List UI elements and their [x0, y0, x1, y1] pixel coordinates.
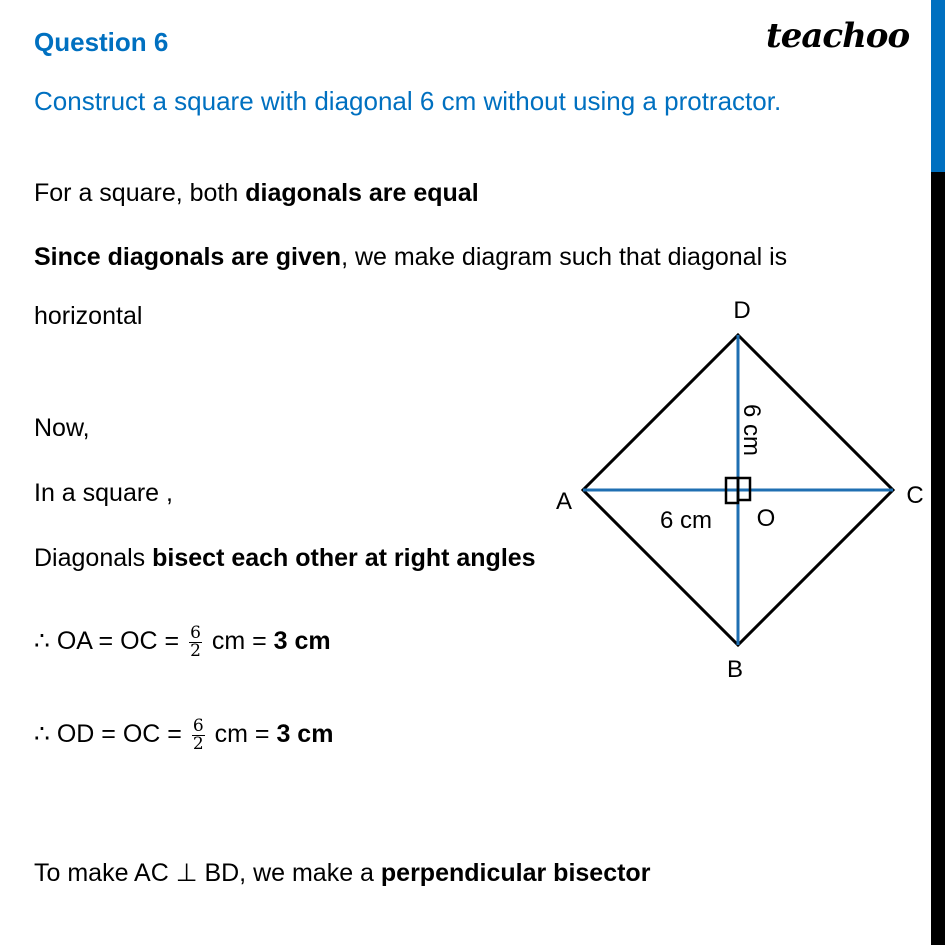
label-o: O — [756, 505, 776, 532]
label-c: C — [906, 482, 924, 509]
question-text: Construct a square with diagonal 6 cm without using a protractor. — [34, 86, 782, 116]
label-a: A — [555, 488, 573, 515]
scrollbar[interactable] — [931, 0, 945, 945]
line-now: Now, — [34, 414, 90, 442]
equation-oa-oc: ∴ OA = OC = $\frac{6}{2}$ cm = 3 cm — [34, 622, 331, 661]
question-label: Question 6 — [34, 27, 169, 57]
line-bisect: Diagonals bisect each other at right angles — [34, 544, 536, 572]
horizontal-length-label: 6 cm — [659, 507, 713, 534]
label-d: D — [733, 297, 751, 324]
teachoo-logo: teachoo — [766, 16, 910, 56]
equation-od-oc: ∴ OD = OC = $\frac{6}{2}$ cm = 3 cm — [34, 715, 334, 754]
line-horizontal: horizontal — [34, 302, 143, 330]
vertical-length-label: 6 cm — [738, 403, 765, 457]
label-b: B — [726, 656, 744, 683]
fraction: $\frac{6}{2}$ — [190, 622, 201, 661]
scrollbar-thumb[interactable] — [931, 0, 945, 172]
line-perpendicular-bisector: To make AC ⊥ BD, we make a perpendicular bisector — [34, 859, 651, 887]
fraction: $\frac{6}{2}$ — [192, 715, 204, 754]
line-diagonals-given: Since diagonals are given, we make diagram such that diagonal is — [34, 243, 788, 271]
line-in-square: In a square , — [34, 479, 173, 507]
line-diagonals-equal: For a square, both diagonals are equal — [34, 179, 479, 207]
